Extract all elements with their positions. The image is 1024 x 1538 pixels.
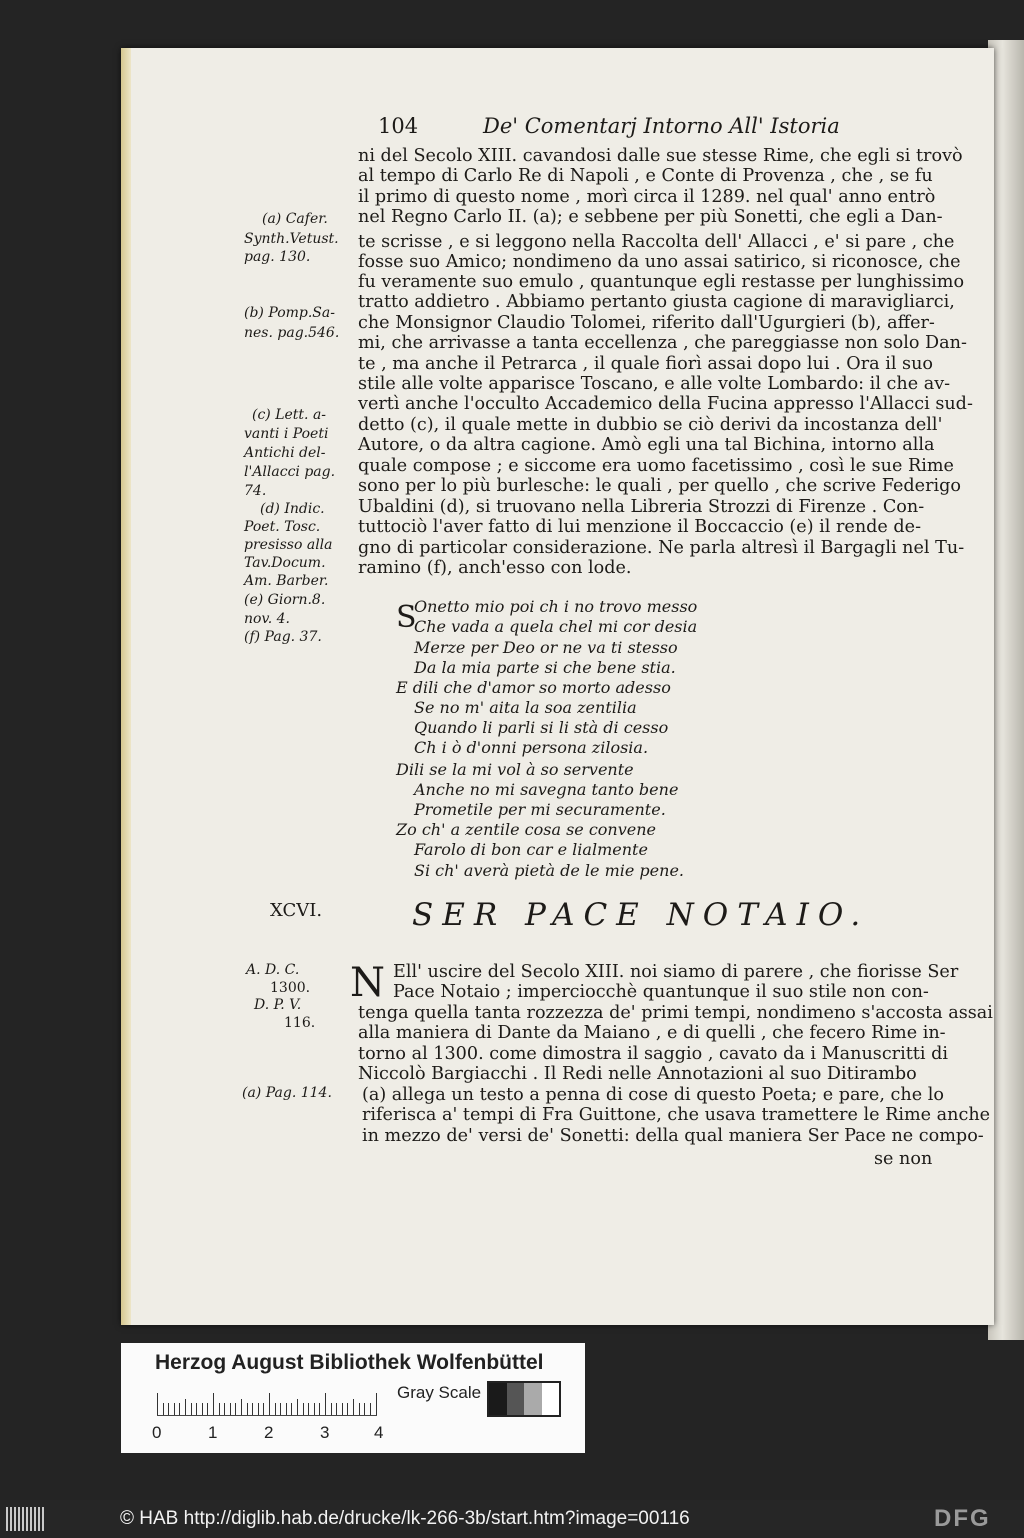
catchword: se non [874,1149,933,1169]
section-line: in mezzo de' versi de' Sonetti: della qual maniera Ser Pace ne compo- [362,1126,984,1146]
margin-note: 1300. [270,980,311,996]
margin-note: D. P. V. [254,997,302,1013]
poem-line: Anche no mi savegna tanto bene [414,780,679,799]
margin-note: (b) Pomp.Sa- [244,305,335,321]
body-line: Autore, o da altra cagione. Amò egli una tal Bichina, intorno alla [358,435,935,455]
body-line: te scrisse , e si leggono nella Raccolta dell' Allacci , e' si pare , che [358,232,955,252]
poem-line: Onetto mio poi ch i no trovo messo [414,597,698,616]
margin-note: A. D. C. [246,962,300,978]
gray-scale-label: Gray Scale [397,1383,482,1402]
section-line: Pace Notaio ; imperciocchè quantunque il suo stile non con- [393,982,929,1002]
margin-note: pag. 130. [244,249,311,265]
library-name: Herzog August Bibliothek Wolfenbüttel [155,1351,544,1374]
poem-line: Merze per Deo or ne va ti stesso [414,638,678,657]
dfg-logo: DFG [934,1505,991,1532]
body-line: te , ma anche il Petrarca , il quale fiorì assai dopo lui . Ora il suo [358,354,933,374]
poem-line: Si ch' averà pietà de le mie pene. [414,861,684,880]
margin-note: (a) Cafer. [262,211,328,227]
poem-line: Se no m' aita la soa zentilia [414,698,637,717]
body-line: ni del Secolo XIII. cavandosi dalle sue stesse Rime, che egli si trovò [358,146,963,166]
margin-note: nes. pag.546. [244,325,340,341]
body-line: mi, che arrivasse a tanta eccellenza , che pareggiasse non solo Dan- [358,333,967,353]
poem-line: Che vada a quela chel mi cor desia [414,617,698,636]
poem-line: Quando li parli si li stà di cesso [414,718,669,737]
section-line: torno al 1300. come dimostra il saggio , cavato da i Manuscritti di [358,1044,948,1064]
scale-digit: 0 [152,1423,162,1442]
ruler [157,1389,377,1416]
margin-note: 116. [284,1015,316,1031]
margin-note: (a) Pag. 114. [242,1085,332,1101]
body-line: ramino (f), anch'esso con lode. [358,558,632,578]
margin-note: Tav.Docum. [244,555,326,571]
poem-line: Da la mia parte si che bene stia. [414,658,676,677]
body-line: sono per lo più burlesche: le quali , per quello , che scrive Federigo [358,476,961,496]
body-line: vertì anche l'occulto Accademico della Fucina appresso l'Allacci sud- [358,394,973,414]
section-line: tenga quella tanta rozzezza de' primi tempi, nondimeno s'accosta assai [358,1003,993,1023]
scale-digit: 4 [374,1423,384,1442]
margin-note: Poet. Tosc. [244,519,321,535]
body-line: nel Regno Carlo II. (a); e sebbene per più Sonetti, che egli a Dan- [358,207,943,227]
margin-note: Antichi del- [244,445,326,461]
poem-line: E dili che d'amor so morto adesso [396,678,671,697]
section-line: alla maniera di Dante da Maiano , e di quelli , che fecero Rime in- [358,1023,946,1043]
poem-line: Zo ch' a zentile cosa se convene [396,820,657,839]
footer-bar [0,1500,1024,1538]
section-line: Ell' uscire del Secolo XIII. noi siamo di parere , che fiorisse Ser [393,962,959,982]
body-line: gno di particolar considerazione. Ne parla altresì il Bargagli nel Tu- [358,538,965,558]
section-line: riferisca a' tempi di Fra Guittone, che usava tramettere le Rime anche [362,1105,991,1125]
body-line: Ubaldini (d), si truovano nella Libreria Strozzi di Firenze . Con- [358,497,925,517]
poem-dropcap: S [396,600,417,635]
margin-note: (d) Indic. [260,501,325,517]
section-dropcap: N [350,960,385,1006]
body-line: fosse suo Amico; nondimeno da uno assai satirico, si riconosce, che [358,252,961,272]
body-line: tratto addietro . Abbiamo pertanto giusta cagione di maravigliarci, [358,292,955,312]
body-line: fu veramente suo emulo , quantunque egli restasse per lunghissimo [358,272,965,292]
poem-line: Farolo di bon car e lialmente [414,840,648,859]
margin-note: (e) Giorn.8. [244,592,326,608]
body-line: stile alle volte apparisce Toscano, e alle volte Lombardo: il che av- [358,374,951,394]
scale-digit: 1 [208,1423,218,1442]
page-number: 104 [378,114,419,138]
page-gutter [121,48,131,1325]
poem-line: Dili se la mi vol à so servente [396,760,634,779]
scale-digit: 2 [264,1423,274,1442]
section-number: XCVI. [270,900,323,921]
margin-note: (f) Pag. 37. [244,629,322,645]
margin-note: Am. Barber. [244,573,329,589]
source-url[interactable]: © HAB http://diglib.hab.de/drucke/lk-266-3b/start.htm?image=00116 [120,1508,690,1529]
body-line: detto (c), il quale mette in dubbio se ciò derivi da incostanza dell' [358,415,943,435]
poem-line: Ch i ò d'onni persona zilosia. [414,738,649,757]
scale-digit: 3 [320,1423,330,1442]
section-line: (a) allega un testo a penna di cose di questo Poeta; e pare, che lo [362,1085,944,1105]
margin-note: (c) Lett. a- [252,407,327,423]
margin-note: nov. 4. [244,611,290,627]
body-line: che Monsignor Claudio Tolomei, riferito dall'Ugurgieri (b), affer- [358,313,935,333]
poem-line: Prometile per mi securamente. [414,800,666,819]
gray-scale-swatch [487,1381,561,1417]
margin-note: vanti i Poeti [244,426,329,442]
margin-note: Synth.Vetust. [244,231,339,247]
margin-note: 74. [244,483,267,499]
calibration-label [121,1343,585,1453]
section-line: Niccolò Bargiacchi . Il Redi nelle Annotazioni al suo Ditirambo [358,1064,917,1084]
margin-note: presisso alla [244,537,333,553]
body-line: il primo di questo nome , morì circa il 1289. nel qual' anno entrò [358,187,936,207]
body-line: tuttociò l'aver fatto di lui menzione il Boccaccio (e) il rende de- [358,517,922,537]
body-line: al tempo di Carlo Re di Napoli , e Conte di Provenza , che , se fu [358,166,933,186]
barcode-icon [6,1507,46,1531]
section-title: SER PACE NOTAIO. [412,897,870,933]
running-title: De' Comentarj Intorno All' Istoria [483,114,840,138]
body-line: quale compose ; e siccome era uomo facetissimo , così le sue Rime [358,456,954,476]
margin-note: l'Allacci pag. [244,464,336,480]
